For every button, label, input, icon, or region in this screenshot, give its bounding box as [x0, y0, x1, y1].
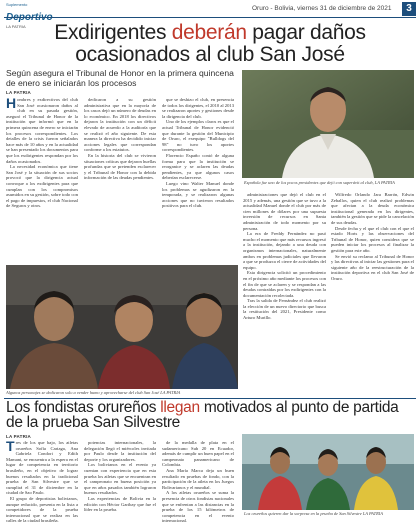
paragraph: potencias internacionales, la delegación llegó el miércoles invitada por Paulo desde la institución del deporte y los organizadores.	[84, 440, 156, 462]
photo-president-caption: Española fue uno de los pocos presidentes que dejó con superávit al club, LA PATRIA	[244, 180, 395, 185]
page-header	[0, 0, 420, 29]
story1-column-3	[162, 97, 234, 262]
story1-subhead: Según asegura el Tribunal de Honor en la primera quincena de enero se iniciarán los procesos	[6, 68, 234, 88]
story1-byline: LA PATRIA	[6, 90, 31, 95]
brand-supplement-label: Suplemento	[6, 2, 28, 7]
headline-highlight: deberán	[171, 21, 247, 44]
paragraph: En la historia del club se vivieron situaciones críticas que dejaron huellas profundas que se pretenden esclarecer y el Tribunal de Honor con la debida información de las deudas pendientes.	[84, 152, 156, 181]
paragraph: de la medalla de plata en el sudamericano Sub 20 en Ecuador, además de cumplir un buen papel en el campeonato panamericano de Colombia.	[162, 440, 234, 468]
paragraph: Las experiencias de Bolivia en la edición con Héctor Garibay que fue el líder en la prueba.	[84, 495, 156, 513]
paragraph: administraciones que dejó el club en el 2015 y además, una gestión que se tuvo a la actualidad Manuel donde el club por más de cien millones de dólares por una supuesta inversión de recursos en Santa administración de todo momento por su persona.	[243, 192, 326, 231]
photo-image	[6, 265, 238, 389]
story2-column-2	[84, 440, 156, 518]
paragraph: Uno de los ejemplos claros es que el actual Tribunal de Honor evidenció que durante la gestión del Municipio de Oruro, el exequipo "Bulldogs del 98" no tuvo los aportes correspondientes.	[162, 119, 234, 153]
paragraph: La era de Freddy Fernández no pasó mucho el momento que más recursos ingresó a la institución, dejando a una deuda con organismos internacionales, naturalmente ambos en problemas judiciales que llevaron a que se produzca el cierre de actividades del equipo.	[243, 231, 326, 270]
paragraph: Desde fecha y el que el club con el que el estado Horts y las observaciones del Tribunal de Honor, quien considera que se pueden iniciar los procesos al finalizar la gestión para este año.	[331, 225, 414, 253]
paragraph: Los bolivianos en el evento ya cuentan con experiencia que en esta prueba los atletas que se encuentran en el campeonato en buena posición ya que en años pasados también lograron buenos resultados.	[84, 462, 156, 496]
dateline: Oruro - Bolivia, viernes 31 de diciembre de 2021	[252, 5, 392, 12]
dropcap: H	[6, 95, 17, 111]
paragraph: A los atletas orureños se suma la presencia de otros fondistas nacionales que se enfrentan a las distancias en la prueba de los 15 kilómetros de competencia en el evento internacional.	[162, 490, 234, 524]
story2-byline: LA PATRIA	[6, 434, 31, 439]
story1-column-4	[243, 192, 326, 395]
photo-athletes-caption: Los orureños quieren dar la sorpresa en la prueba de San Silvestre LA PATRIA	[244, 511, 383, 516]
headline-text: motivados al punto de partida de la prueba San Silvestre	[6, 399, 399, 431]
paragraph: Wilfredo Orlando Jara Barrón, Edwin Zeballos, quien el club realizó problemas que afectan a la deuda económica institucional generada en los dirigentes, también la gestión que se pide la cancelación de sus deudas.	[331, 192, 414, 225]
paragraph: dedicaron a su gestión administrativa que en la mayoría de los casos dejó un número de deudas en lo económico. En 2018 los directivos dejaron la institución con un déficit elevado de acuerdo a la auditoría que se realizó el año siguiente. De esta manera la directiva ha decidido iniciar acciones legales que correspondan conforme a los estatutos.	[84, 97, 156, 153]
page-number: 3	[402, 2, 416, 16]
paragraph: ombres y exdirectivos del club San José ocasionaron daños al club en su pasada gestión, aseguró el Tribunal de Honor de la institución que informó que en la primera quincena de enero se iniciarán los procesos correspondientes. Los detalles de la crisis fueron señalados hace más de 10 años y en la actualidad se han presentado los documentos para que los exdirigentes respondan por los daños ocasionados.	[6, 97, 78, 164]
brand-sub: LA PATRIA	[6, 24, 26, 29]
paragraph: res de los que bajo, los atletas orureños Sofía Cariaga, Ana Gabriela Condori y Edith Mamani, se encuentra a la espera en el lugar de competencia en territorio brasileño, en el objetivo de lograr buenos resultados en la tradicional prueba de San Silvestre que se cumplirá el 31 de diciembre en la ciudad de Sao Paulo.	[6, 440, 78, 496]
story1-headline	[6, 22, 414, 66]
photo-president	[242, 70, 414, 178]
story1-column-1	[6, 97, 78, 262]
photo-image	[242, 434, 414, 510]
paragraph: Tras la salida de Fernández el club realizó la elección de un nuevo directorio que busca la restitución del 2021, Presidente como Arturo Murillo.	[243, 298, 326, 321]
paragraph: Esta dirigencia solicitó un procedimiento en el próximo año mediante los procesos con el fin de que se aclaren y se respondan a las deudas contraídas por los exdirigentes con la documentación recolectada.	[243, 270, 326, 298]
headline-highlight: llegan	[160, 399, 200, 416]
paragraph: El grupo de deportistas bolivianos, aunque reducido, presenta en la lista a competidores de la prueba internacional que se realiza en las calles de la ciudad brasileña.	[6, 495, 78, 524]
dropcap: T	[6, 438, 15, 454]
paragraph: que se deshizo el club, en presencia de todos los dirigentes, el 2010 al 2013 se realizaron aportes y gestiones desde la dirigencia del club.	[162, 97, 234, 119]
photo-personajes-caption: Algunos personajes se dedicaron solo a vender humo y aprovecharse del club San José LA PATRIA	[6, 390, 181, 395]
story2-headline	[6, 400, 414, 430]
paragraph: La necesidad económica que tiene San José y la situación de sus socios provocó que la dirigencia actual convoque a los exdirigentes para que cumplan con los compromisos asumidos en su gestión, sobre todo con el pago de impuestos, el club Nacional de Seguros y otros.	[6, 164, 78, 209]
paragraph: Ana María Marca deja un buen resultado en pruebas de fondo, con la participación de la atleta en los Juegos Bolivarianos y el mundial.	[162, 467, 234, 490]
story2-column-1	[6, 438, 78, 524]
headline-text: Los fondistas orureños	[6, 399, 161, 416]
header-rule	[4, 17, 416, 18]
paragraph: Luego vino Walter Manuel donde los problemas se agudizaron en la temporada, y se realizaron algunas acciones que no tuvieron resultados positivos para el club.	[162, 180, 234, 209]
headline-text: Exdirigentes	[54, 21, 172, 44]
headline-text: pagar daños ocasionados al club San José	[75, 21, 366, 66]
photo-image	[242, 70, 414, 178]
photo-personajes	[6, 265, 238, 389]
story2-column-3	[162, 440, 234, 524]
story1-column-5	[331, 192, 414, 395]
paragraph: Se envió su reclamo al Tribunal de Honor y las directivas al iniciar las gestiones para el siguiente año de la reestructuración de la institución deportiva en el club San José de Oruro.	[331, 253, 414, 281]
paragraph: Florencio Españo contó de alguna forma para que la institución se reorganice y se aclaren las deudas pendientes, ya que algunos casos deberían esclarecerse.	[162, 152, 234, 181]
story1-column-2	[84, 97, 156, 262]
photo-athletes	[242, 434, 414, 510]
